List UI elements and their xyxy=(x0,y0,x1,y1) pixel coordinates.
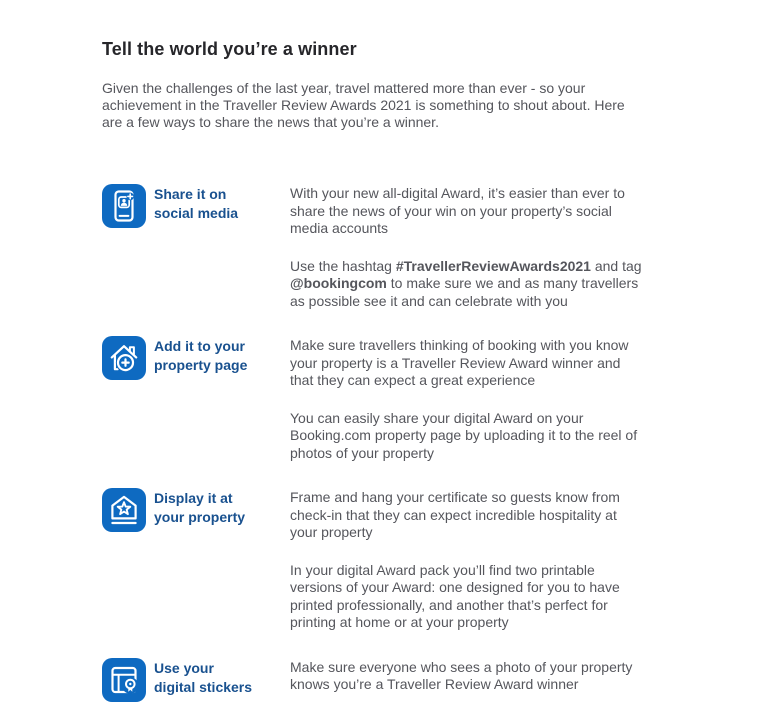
heading-line: Add it to your xyxy=(154,338,245,354)
heading-line: Use your xyxy=(154,659,214,676)
section-add-property-page xyxy=(102,336,662,462)
mention-text: @bookingcom xyxy=(290,275,387,291)
sticker-badge-icon xyxy=(102,658,146,702)
heading-line: digital stickers xyxy=(154,678,253,695)
section-body-digital-stickers xyxy=(290,658,642,694)
page-title: Tell the world you’re a winner xyxy=(102,39,357,59)
section-body-add-property-page xyxy=(290,336,642,462)
heading-line: your property xyxy=(154,509,246,525)
section-heading-share-social-media xyxy=(154,184,284,223)
body-paragraph: Make sure travellers thinking of booking with you know your property is a Traveller Review Award winner and that they can expect a great experience xyxy=(290,337,629,388)
house-star-icon xyxy=(102,488,146,532)
section-heading-add-property-page xyxy=(154,336,284,375)
heading-line: social media xyxy=(154,205,239,221)
body-paragraph: Use the hashtag #TravellerReviewAwards2021 and tag @bookingcom to make sure we and as many travellers as possible see it and can celebrate with you xyxy=(290,257,642,309)
body-paragraph: You can easily share your digital Award on your Booking.com property page by uploading it to the reel of photos of your property xyxy=(290,409,638,461)
house-add-icon xyxy=(102,336,146,380)
section-share-social-media xyxy=(102,184,662,310)
body-paragraph: Frame and hang your certificate so guests know from check-in that they can expect incredible hospitality at your property xyxy=(290,489,620,540)
section-heading-digital-stickers xyxy=(154,658,284,697)
heading-line: Display it at xyxy=(154,490,233,506)
section-display-at-property xyxy=(102,488,662,632)
body-paragraph: With your new all-digital Award, it’s easier than ever to share the news of your win on your property’s social media accounts xyxy=(290,185,625,236)
ways-to-share-list xyxy=(102,184,662,702)
phone-add-contact-icon xyxy=(102,184,146,228)
section-body-display-at-property xyxy=(290,488,642,632)
body-paragraph: In your digital Award pack you’ll find two printable versions of your Award: one designed for you to have printed professionally, and another that’s perfect for printing at home or at your property xyxy=(290,561,620,630)
intro-paragraph: Given the challenges of the last year, travel mattered more than ever - so your achievement in the Traveller Review Awards 2021 is something to shout about. Here are a few ways to share the news that you’re a winner. xyxy=(102,80,625,130)
heading-line: property page xyxy=(154,357,248,373)
section-digital-stickers xyxy=(102,658,662,702)
section-heading-display-at-property xyxy=(154,488,284,527)
heading-line: Share it on xyxy=(154,186,227,202)
body-paragraph: Make sure everyone who sees a photo of your property knows you’re a Traveller Review Award winner xyxy=(290,658,633,692)
hashtag-text: #TravellerReviewAwards2021 xyxy=(395,257,591,274)
section-body-share-social-media xyxy=(290,184,642,310)
